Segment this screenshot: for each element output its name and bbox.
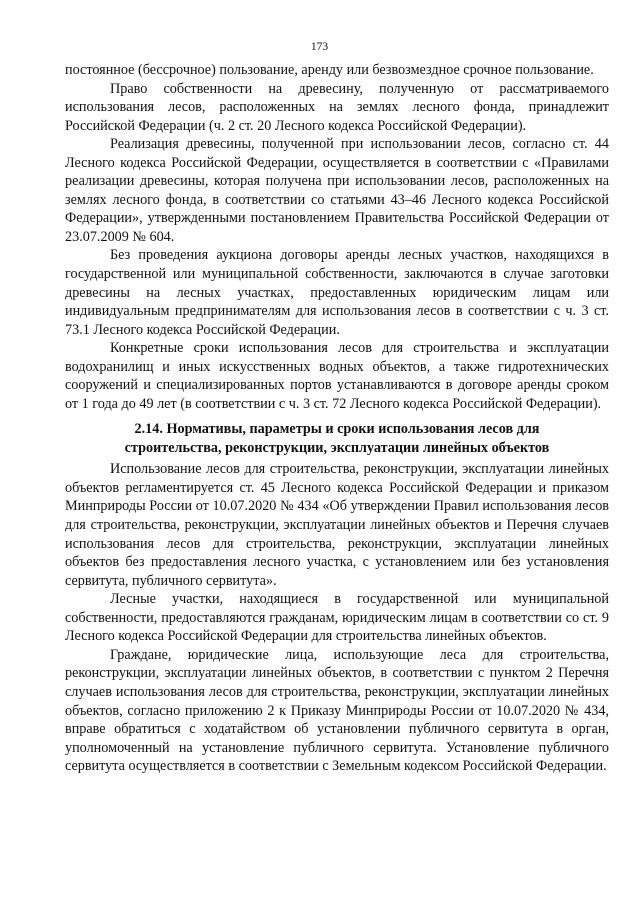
paragraph-reservoir-terms: Конкретные сроки использования лесов для строительства и эксплуатации водохранилищ и иных искусственных водных объектов, а также гидротехнических сооружений и специализированных портов устанавливаются в договоре аренды сроком от 1 года до 49 лет (в соответствии с ч. 3 ст. 72 Лесного кодекса Российской Федерации). [65, 340, 609, 412]
paragraph-wood-sale: Реализация древесины, полученной при использовании лесов, согласно ст. 44 Лесного кодекса Российской Федерации, осуществляется в соответствии с «Правилами реализации древесины, которая получена при использовании лесов, расположенных на землях лесного фонда, в соответствии со статьями 43–46 Лесного кодекса Российской Федерации», утвержденными постановлением Правительства Российской Федерации от 23.07.2009 № 604. [65, 136, 609, 245]
page-number: 173 [310, 41, 329, 53]
paragraph-wood-ownership: Право собственности на древесину, полученную от рассматриваемого использования лесов, расположенных на землях лесного фонда, принадлежит Российской Федерации (ч. 2 ст. 20 Лесного кодекса Российской Федерации). [65, 80, 609, 134]
section-heading: 2.14. Нормативы, параметры и сроки использования лесов для строительства, реконструкции, эксплуатации линейных объектов [124, 421, 550, 456]
paragraph-lease-without-auction: Без проведения аукциона договоры аренды лесных участков, находящихся в государственной или муниципальной собственности, заключаются в случае заготовки древесины на лесных участках, предоставленных юридическим лицам или индивидуальным предпринимателям для использования лесов в соответствии с ч. 3 ст. 73.1 Лесного кодекса Российской Федерации. [65, 247, 609, 338]
page-body [65, 61, 609, 776]
paragraph-linear-objects-regulation: Использование лесов для строительства, реконструкции, эксплуатации линейных объектов регламентируется ст. 45 Лесного кодекса Российской Федерации и приказом Минприроды России от 10.07.2020 № 434 «Об утверждении Правил использования лесов для строительства, реконструкции, эксплуатации линейных объектов и Перечня случаев использования лесов для строительства, реконструкции, эксплуатации линейных объектов без предоставления лесного участка, с установлением или без установления сервитута, публичного сервитута». [65, 461, 609, 589]
paragraph-continuation: постоянное (бессрочное) пользование, аренду или безвозмездное срочное пользование. [65, 62, 594, 78]
paragraph-public-servitude: Граждане, юридические лица, использующие леса для строительства, реконструкции, эксплуатации линейных объектов, в соответствии с пунктом 2 Перечня случаев использования лесов для строительства, реконструкции, эксплуатации линейных объектов, согласно приложению 2 к Приказу Минприроды России от 10.07.2020 № 434, вправе обратиться с ходатайством об установлении публичного сервитута в орган, уполномоченный на установление публичного сервитута. Установление публичного сервитута осуществляется в соответствии с Земельным кодексом Российской Федерации. [65, 646, 609, 775]
paragraph-land-plots-provision: Лесные участки, находящиеся в государственной или муниципальной собственности, предоставляются гражданам, юридическим лицам в соответствии со ст. 9 Лесного кодекса Российской Федерации для строительства линейных объектов. [65, 591, 609, 645]
